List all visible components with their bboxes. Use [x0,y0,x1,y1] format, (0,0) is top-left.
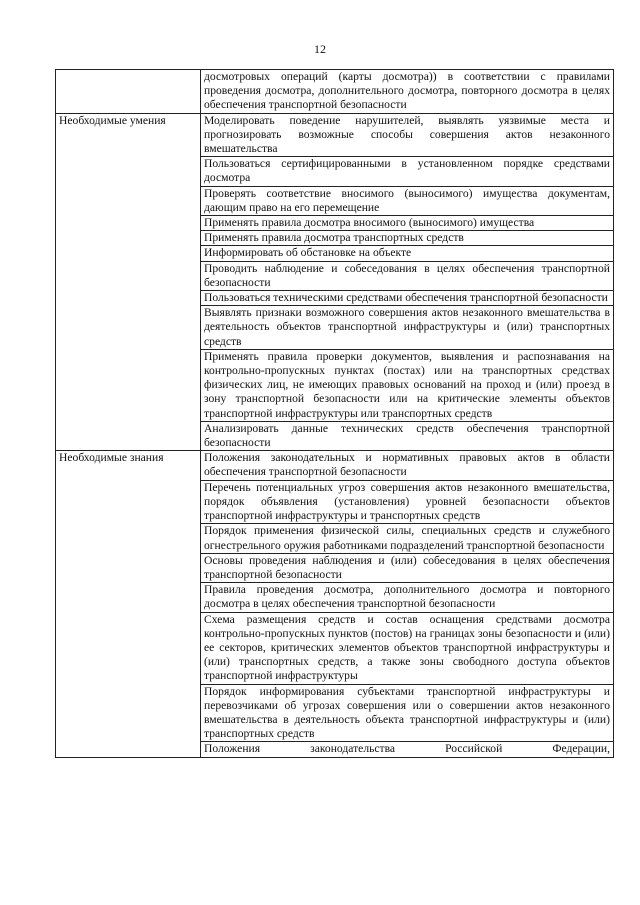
row-text: Схема размещения средств и состав оснащения средствами досмотра контрольно-пропускных пунктов (постов) на границах зоны безопасности и (или) ее секторов, критических элементов объектов транспортной инфраструктуры и (или) транспортных средств, а также зоны свободного доступа объектов транспортной инфраструктуры [201,612,614,684]
table-row [56,451,614,480]
row-text: Применять правила досмотра транспортных средств [201,231,614,246]
row-text: Моделировать поведение нарушителей, выявлять уязвимые места и прогнозировать возможные способы совершения актов незаконного вмешательства [201,113,614,157]
row-text: Пользоваться техническими средствами обеспечения транспортной безопасности [201,291,614,306]
row-text: Информировать об обстановке на объекте [201,246,614,261]
row-text: Проводить наблюдение и собеседования в целях обеспечения транспортной безопасности [201,261,614,290]
row-text: Порядок применения физической силы, специальных средств и служебного огнестрельного оружия работниками подразделений транспортной безопасности [201,524,614,553]
section-label-knowledge: Необходимые знания [56,451,201,757]
row-text: Положения законодательных и нормативных правовых актов в области обеспечения транспортной безопасности [201,451,614,480]
row-text: досмотровых операций (карты досмотра)) в соответствии с правилами проведения досмотра, дополнительного досмотра, повторного досмотра в целях обеспечения транспортной безопасности [201,70,614,114]
row-text: Применять правила проверки документов, выявления и распознавания на контрольно-пропускных пунктах (постах) или на транспортных средствах физических лиц, не имеющих правовых оснований на проход и (или) проезд в зону транспортной безопасности или на критические элементы объектов транспортной инфраструктуры или транспортных средств [201,349,614,421]
row-text: Порядок информирования субъектами транспортной инфраструктуры и перевозчиками об угрозах совершения или о совершении актов незаконного вмешательства в деятельность объекта транспортной инфраструктуры и (или) транспортных средств [201,684,614,742]
row-text: Выявлять признаки возможного совершения актов незаконного вмешательства в деятельность объектов транспортной инфраструктуры и (или) транспортных средств [201,306,614,350]
table-row [56,113,614,157]
table-row [56,70,614,114]
row-text: Положения законодательства Российской Федерации, [201,742,614,757]
row-text: Применять правила досмотра вносимого (выносимого) имущества [201,216,614,231]
page-number: 12 [314,42,326,56]
row-text: Основы проведения наблюдения и (или) собеседования в целях обеспечения транспортной безопасности [201,553,614,582]
row-text: Проверять соответствие вносимого (выносимого) имущества документам, дающим право на его перемещение [201,186,614,215]
competency-table [55,69,614,758]
row-text: Анализировать данные технических средств обеспечения транспортной безопасности [201,421,614,450]
row-text: Правила проведения досмотра, дополнительного досмотра и повторного досмотра в целях обеспечения транспортной безопасности [201,583,614,612]
row-text: Пользоваться сертифицированными в установленном порядке средствами досмотра [201,157,614,186]
row-label [56,70,201,114]
row-text: Перечень потенциальных угроз совершения актов незаконного вмешательства, порядок объявления (установления) уровней безопасности объектов транспортной инфраструктуры и транспортных средств [201,480,614,524]
section-label-skills: Необходимые умения [56,113,201,451]
